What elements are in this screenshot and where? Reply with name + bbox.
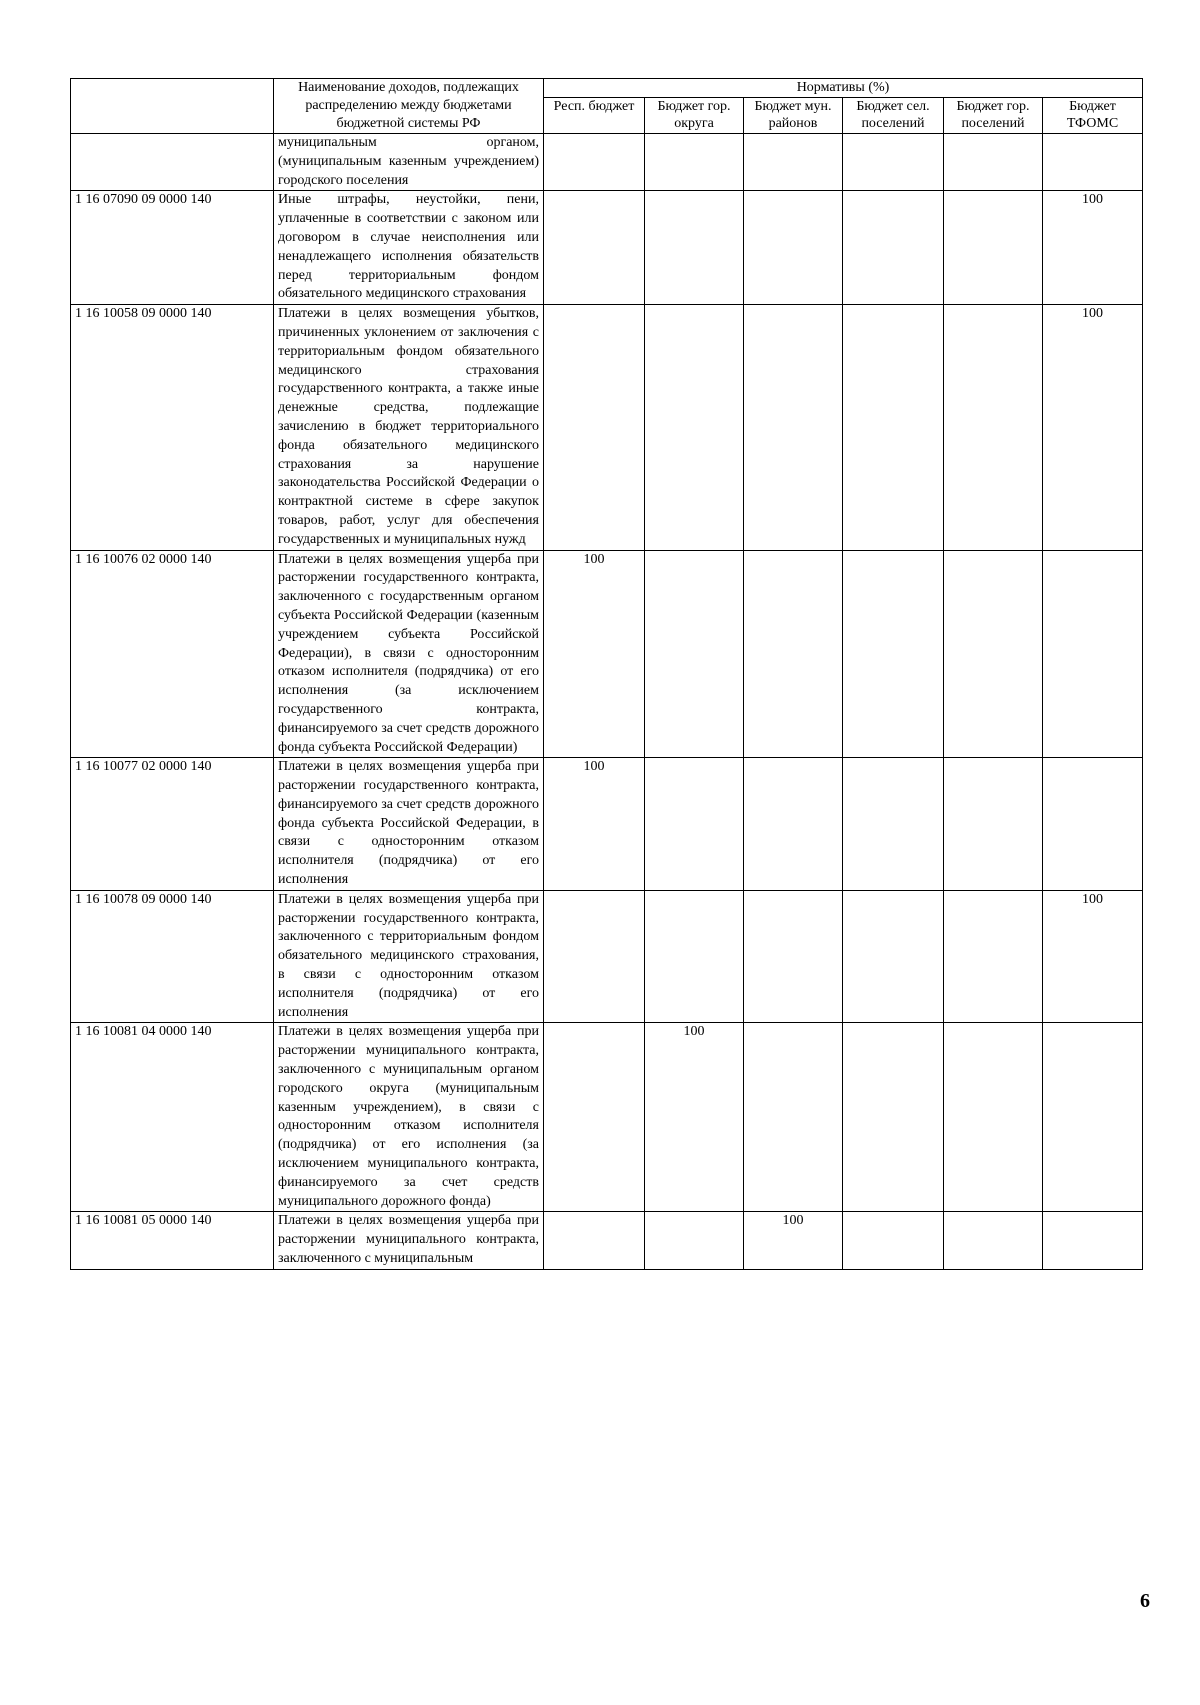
value-resp-budget (544, 1023, 645, 1212)
value-urban-settlements-budget (944, 134, 1043, 191)
table-row (71, 134, 1143, 191)
column-header-rural-settlements-budget: Бюджет сел. поселений (843, 98, 944, 134)
value-municipal-districts-budget: 100 (744, 1212, 843, 1269)
income-name: Платежи в целях возмещения ущерба при расторжении государственного контракта, заключенного с территориальным фондом обязательного медицинского страхования, в связи с односторонним отказом исполнителя (подрядчика) от его исполнения (274, 890, 544, 1023)
value-rural-settlements-budget (843, 1212, 944, 1269)
page-number: 6 (1140, 1590, 1150, 1612)
norms-header: Нормативы (%) (544, 79, 1143, 98)
value-resp-budget (544, 1212, 645, 1269)
income-code: 1 16 10077 02 0000 140 (71, 758, 274, 891)
column-header-tfoms-budget: Бюджет ТФОМС (1043, 98, 1143, 134)
value-urban-settlements-budget (944, 550, 1043, 758)
table-header-row (71, 79, 1143, 98)
value-urban-settlements-budget (944, 1023, 1043, 1212)
income-code: 1 16 10058 09 0000 140 (71, 305, 274, 550)
value-municipal-districts-budget (744, 550, 843, 758)
table-row (71, 758, 1143, 891)
income-name: Платежи в целях возмещения ущерба при расторжении государственного контракта, финансируемого за счет средств дорожного фонда субъекта Российской Федерации, в связи с односторонним отказом исполнителя (подрядчика) от его исполнения (274, 758, 544, 891)
value-tfoms-budget (1043, 1212, 1143, 1269)
value-municipal-districts-budget (744, 890, 843, 1023)
value-rural-settlements-budget (843, 758, 944, 891)
income-name: Платежи в целях возмещения убытков, причиненных уклонением от заключения с территориальным фондом обязательного медицинского страхования государственного контракта, а также иные денежные средства, подлежащие зачислению в бюджет территориального фонда обязательного медицинского страхования за нарушение законодательства Российской Федерации о контрактной системе в сфере закупок товаров, работ, услуг для обеспечения государственных и муниципальных нужд (274, 305, 544, 550)
income-distribution-table (70, 78, 1143, 1270)
income-code: 1 16 10081 04 0000 140 (71, 1023, 274, 1212)
value-rural-settlements-budget (843, 191, 944, 305)
value-city-district-budget (645, 305, 744, 550)
income-name: Платежи в целях возмещения ущерба при расторжении государственного контракта, заключенного с государственным органом субъекта Российской Федерации (казенным учреждением субъекта Российской Федерации), в связи с односторонним отказом исполнителя (подрядчика) от его исполнения (за исключением государственного контракта, финансируемого за счет средств дорожного фонда субъекта Российской Федерации) (274, 550, 544, 758)
value-tfoms-budget (1043, 1023, 1143, 1212)
value-municipal-districts-budget (744, 1023, 843, 1212)
name-column-header: Наименование доходов, подлежащих распределению между бюджетами бюджетной системы РФ (274, 79, 544, 134)
income-code: 1 16 10078 09 0000 140 (71, 890, 274, 1023)
value-tfoms-budget (1043, 758, 1143, 891)
value-resp-budget: 100 (544, 550, 645, 758)
column-header-municipal-districts-budget: Бюджет мун. районов (744, 98, 843, 134)
value-resp-budget (544, 191, 645, 305)
value-city-district-budget (645, 890, 744, 1023)
value-resp-budget (544, 890, 645, 1023)
table-row (71, 1023, 1143, 1212)
value-municipal-districts-budget (744, 758, 843, 891)
column-header-city-district-budget: Бюджет гор. округа (645, 98, 744, 134)
value-city-district-budget (645, 134, 744, 191)
value-tfoms-budget: 100 (1043, 305, 1143, 550)
income-code (71, 134, 274, 191)
value-city-district-budget (645, 550, 744, 758)
income-name: Платежи в целях возмещения ущерба при расторжении муниципального контракта, заключенного с муниципальным органом городского округа (муниципальным казенным учреждением), в связи с односторонним отказом исполнителя (подрядчика) от его исполнения (за исключением муниципального контракта, финансируемого за счет средств муниципального дорожного фонда) (274, 1023, 544, 1212)
table-row (71, 305, 1143, 550)
value-resp-budget: 100 (544, 758, 645, 891)
value-city-district-budget: 100 (645, 1023, 744, 1212)
value-municipal-districts-budget (744, 305, 843, 550)
code-column-header (71, 79, 274, 134)
value-urban-settlements-budget (944, 890, 1043, 1023)
table-row (71, 550, 1143, 758)
income-name: Платежи в целях возмещения ущерба при расторжении муниципального контракта, заключенного с муниципальным (274, 1212, 544, 1269)
value-urban-settlements-budget (944, 1212, 1043, 1269)
income-code: 1 16 10081 05 0000 140 (71, 1212, 274, 1269)
income-code: 1 16 07090 09 0000 140 (71, 191, 274, 305)
income-name: Иные штрафы, неустойки, пени, уплаченные в соответствии с законом или договором в случае неисполнения или ненадлежащего исполнения обязательств перед территориальным фондом обязательного медицинского страхования (274, 191, 544, 305)
value-rural-settlements-budget (843, 1023, 944, 1212)
table-row (71, 1212, 1143, 1269)
value-urban-settlements-budget (944, 191, 1043, 305)
value-tfoms-budget (1043, 134, 1143, 191)
column-header-resp-budget: Респ. бюджет (544, 98, 645, 134)
value-rural-settlements-budget (843, 890, 944, 1023)
value-tfoms-budget (1043, 550, 1143, 758)
value-municipal-districts-budget (744, 134, 843, 191)
value-rural-settlements-budget (843, 134, 944, 191)
table-row (71, 890, 1143, 1023)
value-tfoms-budget: 100 (1043, 890, 1143, 1023)
value-urban-settlements-budget (944, 758, 1043, 891)
value-resp-budget (544, 134, 645, 191)
value-municipal-districts-budget (744, 191, 843, 305)
value-rural-settlements-budget (843, 550, 944, 758)
table-row (71, 191, 1143, 305)
value-city-district-budget (645, 1212, 744, 1269)
value-city-district-budget (645, 758, 744, 891)
value-rural-settlements-budget (843, 305, 944, 550)
income-code: 1 16 10076 02 0000 140 (71, 550, 274, 758)
value-resp-budget (544, 305, 645, 550)
value-urban-settlements-budget (944, 305, 1043, 550)
income-name: муниципальным органом, (муниципальным казенным учреждением) городского поселения (274, 134, 544, 191)
column-header-urban-settlements-budget: Бюджет гор. поселений (944, 98, 1043, 134)
value-tfoms-budget: 100 (1043, 191, 1143, 305)
value-city-district-budget (645, 191, 744, 305)
